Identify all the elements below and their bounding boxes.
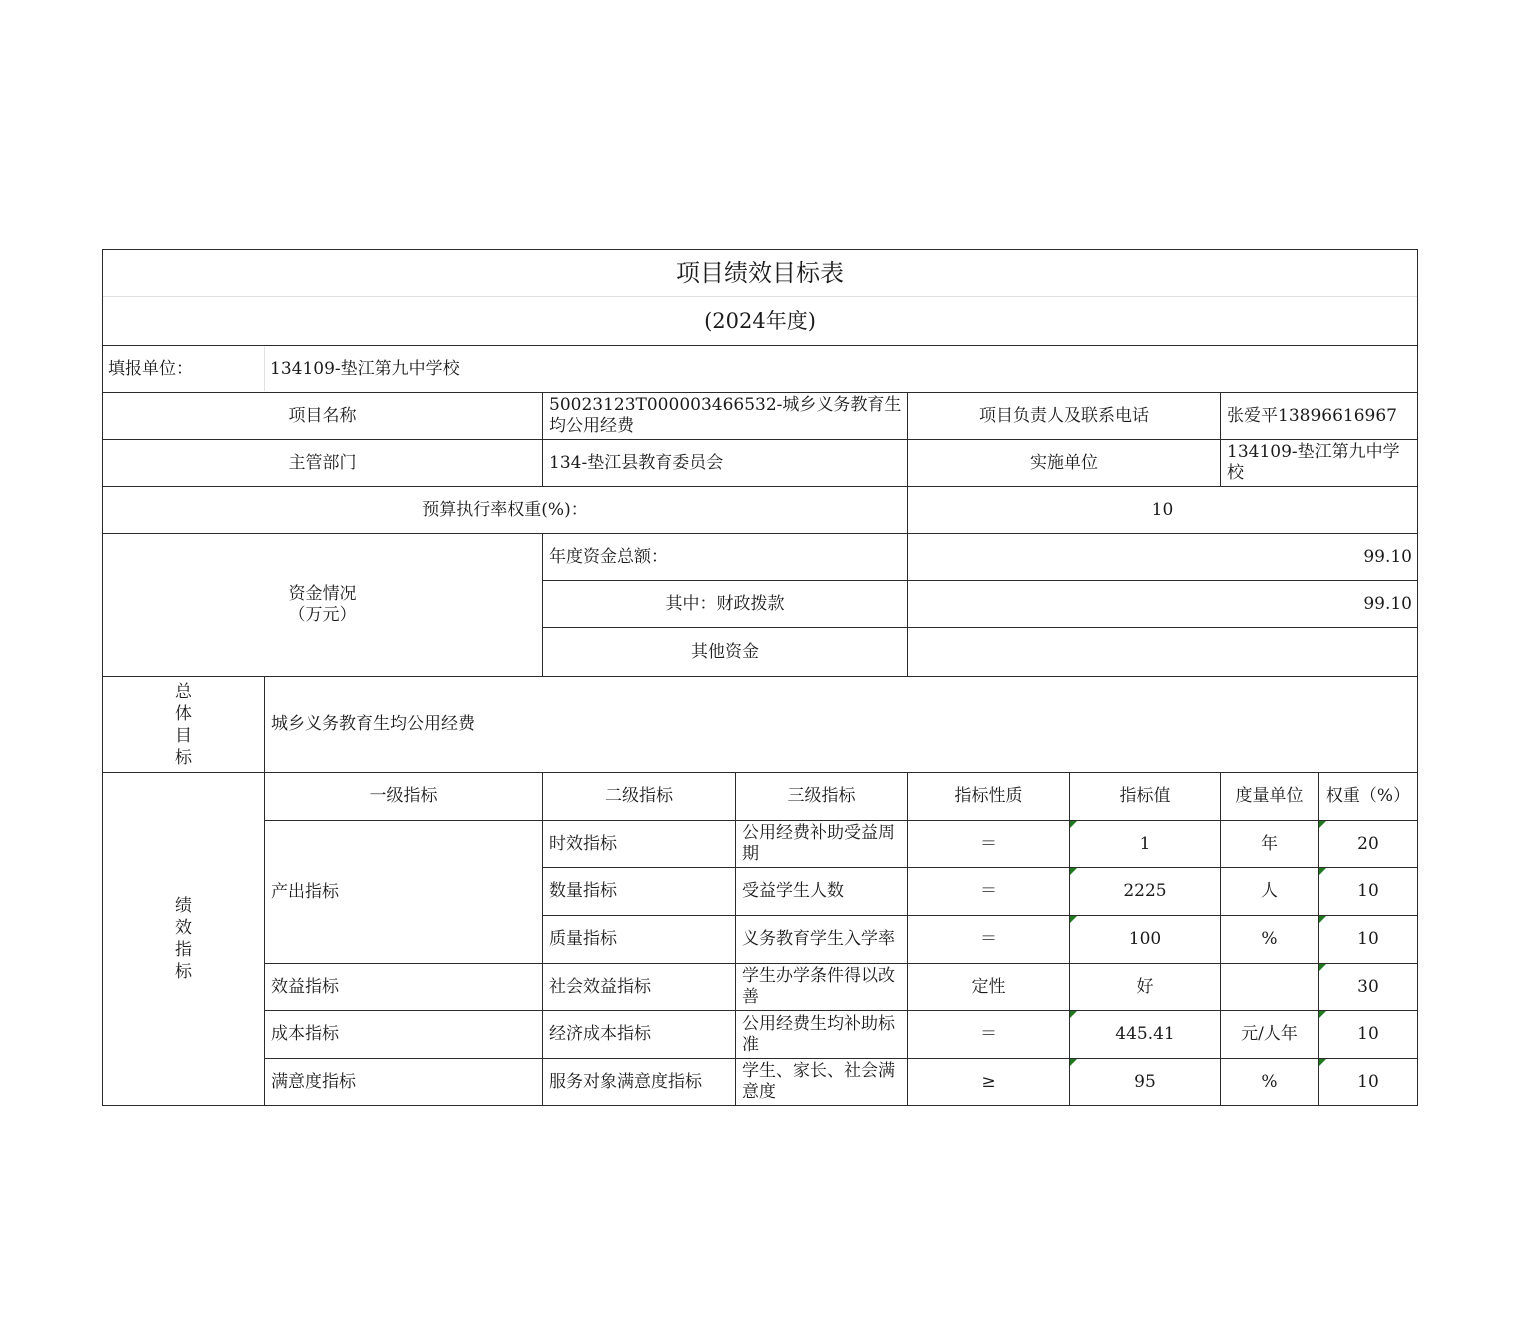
header-level1: 一级指标 [264, 772, 543, 821]
perf-label-char: 标 [175, 962, 192, 982]
row-nature: ≥ [907, 1058, 1070, 1106]
row-level3: 受益学生人数 [735, 867, 908, 916]
overall-goal-value: 城乡义务教育生均公用经费 [264, 676, 1418, 773]
overall-goal-char: 标 [175, 747, 192, 768]
row-level3: 学生办学条件得以改善 [735, 963, 908, 1011]
row-weight: 10 [1318, 915, 1418, 964]
overall-goal-char: 体 [175, 703, 192, 724]
row-level2: 经济成本指标 [542, 1010, 736, 1059]
budget-rate-value: 10 [907, 486, 1418, 534]
overall-goal-char: 总 [175, 681, 192, 702]
row-value: 2225 [1069, 867, 1221, 916]
row-level1: 效益指标 [264, 963, 543, 1011]
row-level2: 质量指标 [542, 915, 736, 964]
dept-label: 主管部门 [102, 439, 543, 487]
budget-rate-label: 预算执行率权重(%)： [102, 486, 908, 534]
row-level2: 服务对象满意度指标 [542, 1058, 736, 1106]
contact-value: 张爱平13896616967 [1220, 392, 1418, 440]
overall-goal-label [102, 676, 265, 773]
performance-target-table [102, 249, 1418, 1106]
row-nature: ＝ [907, 867, 1070, 916]
row-level1: 成本指标 [264, 1010, 543, 1059]
row-value: 1 [1069, 820, 1221, 868]
row-nature: ＝ [907, 915, 1070, 964]
funds-fiscal-label: 其中：财政拨款 [542, 580, 908, 628]
header-level2: 二级指标 [542, 772, 736, 821]
level1-output: 产出指标 [264, 820, 543, 964]
project-name-label: 项目名称 [102, 392, 543, 440]
row-unit: 年 [1220, 820, 1319, 868]
perf-label-char: 效 [175, 918, 192, 938]
row-nature: ＝ [907, 820, 1070, 868]
funds-fiscal-value: 99.10 [907, 580, 1418, 628]
row-level3: 学生、家长、社会满意度 [735, 1058, 908, 1106]
row-level2: 数量指标 [542, 867, 736, 916]
row-value: 95 [1069, 1058, 1221, 1106]
row-value: 100 [1069, 915, 1221, 964]
funds-total-label: 年度资金总额： [542, 533, 908, 581]
header-value: 指标值 [1069, 772, 1221, 821]
overall-goal-char: 目 [175, 725, 192, 746]
row-weight: 30 [1318, 963, 1418, 1011]
row-unit: % [1220, 915, 1319, 964]
header-unit: 度量单位 [1220, 772, 1319, 821]
funds-other-label: 其他资金 [542, 627, 908, 677]
dept-value: 134-垫江县教育委员会 [542, 439, 908, 487]
row-weight: 10 [1318, 1058, 1418, 1106]
page-title: 项目绩效目标表 [676, 258, 844, 287]
reporting-unit-value: 134109-垫江第九中学校 [270, 358, 460, 379]
impl-unit-label: 实施单位 [907, 439, 1221, 487]
row-level2: 社会效益指标 [542, 963, 736, 1011]
reporting-unit-label: 填报单位： [108, 358, 193, 379]
funds-other-value [907, 627, 1418, 677]
row-level3: 公用经费补助受益周期 [735, 820, 908, 868]
row-level3: 义务教育学生入学率 [735, 915, 908, 964]
row-value: 好 [1069, 963, 1221, 1011]
row-value: 445.41 [1069, 1010, 1221, 1059]
row-weight: 10 [1318, 867, 1418, 916]
header-weight: 权重（%） [1318, 772, 1418, 821]
funds-label-line1: 资金情况 [288, 584, 357, 604]
perf-indicators-label [102, 772, 265, 1106]
header-nature: 指标性质 [907, 772, 1070, 821]
perf-label-char: 绩 [175, 896, 192, 916]
funds-label [102, 533, 543, 677]
row-unit: 人 [1220, 867, 1319, 916]
row-level3: 公用经费生均补助标准 [735, 1010, 908, 1059]
funds-label-line2: （万元） [288, 605, 357, 625]
row-level1: 满意度指标 [264, 1058, 543, 1106]
row-level2: 时效指标 [542, 820, 736, 868]
row-weight: 20 [1318, 820, 1418, 868]
row-nature: ＝ [907, 1010, 1070, 1059]
funds-total-value: 99.10 [907, 533, 1418, 581]
header-level3: 三级指标 [735, 772, 908, 821]
project-name-value: 50023123T000003466532-城乡义务教育生均公用经费 [542, 392, 908, 440]
row-nature: 定性 [907, 963, 1070, 1011]
row-unit: % [1220, 1058, 1319, 1106]
row-unit [1220, 963, 1319, 1011]
contact-label: 项目负责人及联系电话 [907, 392, 1221, 440]
impl-unit-value: 134109-垫江第九中学校 [1220, 439, 1418, 487]
page-subtitle-year: (2024年度) [704, 308, 816, 333]
perf-label-char: 指 [175, 940, 192, 960]
row-unit: 元/人年 [1220, 1010, 1319, 1059]
row-weight: 10 [1318, 1010, 1418, 1059]
